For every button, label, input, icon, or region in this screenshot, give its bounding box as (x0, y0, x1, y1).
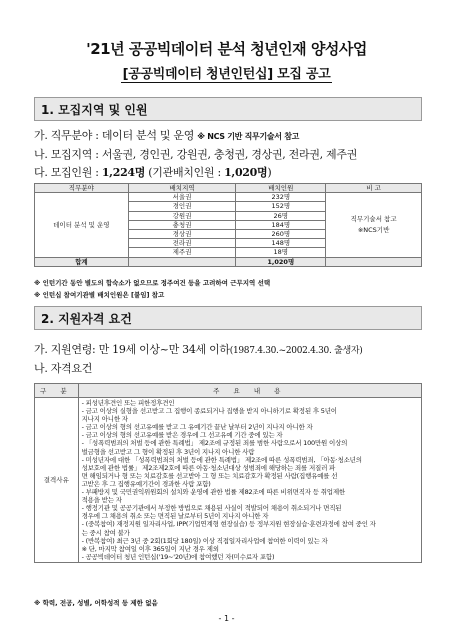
total-row (35, 257, 422, 266)
row-label-disqualification: 결격사유 (35, 398, 79, 563)
list-item: - 금고 이상의 형의 선고유예를 받고 그 유예기간 끝난 날부터 2년이 지나지 아니한 자 (81, 423, 313, 432)
list-item: 지나지 아니한 자 (81, 415, 128, 424)
total-value: 1,020명 (236, 257, 326, 266)
job-field-line: 가. 직무분야 : 데이터 분석 및 운영 ※ NCS 기반 직무기술서 참고 (34, 129, 300, 142)
table-row: 제주권 18명 (35, 248, 422, 257)
qualification-heading: 나. 자격요건 (34, 362, 93, 375)
document-title: '21년 공공빅데이터 분석 청년인재 양성사업 (86, 40, 367, 58)
table-row: 경상권 260명 (35, 229, 422, 238)
remark-cell: 직무기술서 참고 ※NCS기반 (326, 193, 422, 257)
section-1-heading: 1. 모집지역 및 인원 (34, 97, 422, 121)
list-item: 고받은 후 그 집행유예기간이 경과한 사람 포함) (81, 479, 211, 488)
ncs-note: ※ NCS 기반 직무기술서 참고 (197, 132, 300, 141)
list-item: 성보호에 관한 법률」 제2조제2호에 따른 아동·청소년대상 성범죄에 해당하는 죄를 저질러 파 (81, 463, 336, 472)
list-item: - (반복참여) 최근 3년 중 2회(1회당 180일) 이상 직접일자리사업에 참여한 이력이 있는 자 (81, 536, 328, 545)
list-item: - 금고 이상의 실형을 선고받고 그 집행이 종료되거나 집행을 받지 아니하기로 확정된 후 5년이 (81, 407, 337, 416)
disqualification-list (78, 398, 421, 563)
section-2-heading: 2. 지원자격 요건 (34, 306, 422, 330)
document-subtitle: [공공빅데이터 청년인턴십] 모집 공고 (122, 67, 331, 82)
list-item: - 「성폭력범죄의 처벌 등에 관한 특례법」 제2조에 규정된 죄를 범한 사람으로서 100만원 이상의 (81, 439, 348, 448)
list-item: 경우에 그 채용의 취소 또는 면직된 날로부터 5년이 지나지 아니한 자 (81, 512, 269, 521)
age-requirement-line: 가. 지원연령: 만 19세 이상~만 34세 이하(1987.4.30.~2002.4.30. 출생자) (34, 343, 363, 356)
table-row: 경인권 152명 (35, 202, 422, 211)
table-row: 강원권 26명 (35, 211, 422, 220)
page-number: - 1 - (218, 614, 235, 623)
list-item: - 미성년자에 대한 「성폭력범죄의 처벌 등에 관한 특례법」 제2조에 따른 성폭력범죄, 「아동·청소년의 (81, 455, 362, 464)
recruit-count-line: 다. 모집인원 : 1,224명 (기관배치인원 : 1,020명) (34, 166, 272, 179)
placement-table (34, 183, 422, 267)
total-label: 합계 (35, 257, 129, 266)
list-item: 적용을 받는 자 (81, 496, 122, 505)
list-item: - 공공빅데이터 청년 인턴십('19~'20년)에 참여했던 자(미수료자 포함) (81, 552, 275, 561)
list-item: - 피성년후견인 또는 피한정후견인 (81, 399, 175, 407)
list-item: - 행정기관 및 공공기관에서 부정한 방법으로 채용된 사실이 적발되어 채용이 취소되거나 면직된 (81, 504, 342, 513)
field-cell: 데이터 분석 및 운영 (35, 193, 129, 257)
col-header-region: 배치지역 (128, 184, 236, 193)
list-item: - 부패방지 및 국민권익위원회의 설치와 운영에 관한 법률 제82조에 따른 비위면직자 등 취업제한 (81, 488, 346, 497)
list-item: - 금고 이상의 형의 선고유예를 받은 경우에 그 선고유예 기간 중에 있는 자 (81, 431, 283, 440)
list-item: ※ 단, 마지막 참여일 이후 365일이 지난 경우 제외 (81, 544, 219, 553)
note-attachment: ※ 인턴십 참여기관별 배치인원은 [붙임] 참고 (34, 291, 165, 299)
recruit-region-line: 나. 모집지역 : 서울권, 경인권, 강원권, 충청권, 경상권, 전라권, 제주권 (34, 148, 358, 161)
col-header-remark: 비 고 (326, 184, 422, 193)
table-row: 충청권 184명 (35, 220, 422, 229)
col-header-category: 구 분 (35, 384, 79, 398)
col-header-field: 직무분야 (35, 184, 129, 193)
table-row: 전라권 148명 (35, 239, 422, 248)
table-row: 데이터 분석 및 운영 서울권 232명 직무기술서 참고 ※NCS기반 (35, 193, 422, 202)
disqualification-table (34, 383, 422, 563)
col-header-count: 배치인원 (236, 184, 326, 193)
col-header-content: 주 요 내 용 (78, 384, 421, 398)
list-item: 벌금형을 선고받고 그 형이 확정된 후 3년이 지나지 아니한 사람 (81, 447, 255, 456)
list-item: 는 중시 참여 불가 (81, 528, 130, 537)
footnote: ※ 학력, 전공, 성별, 어학성적 등 제한 없음 (34, 599, 158, 607)
note-housing: ※ 인턴기간 동안 별도의 합숙소가 없으므로 정주여건 등을 고려하여 근무지역 선택 (34, 279, 271, 287)
list-item: - (중복참여) 재정지원 일자리사업, IPP(기업연계형 현장실습) 등 정부지원 현장실습·훈련과정에 참여 중인 자 (81, 520, 376, 529)
list-item: 면 해임되거나 형 또는 치료감호를 선고받아 그 형 또는 치료감호가 확정된 사람(집행유예를 선 (81, 471, 338, 480)
